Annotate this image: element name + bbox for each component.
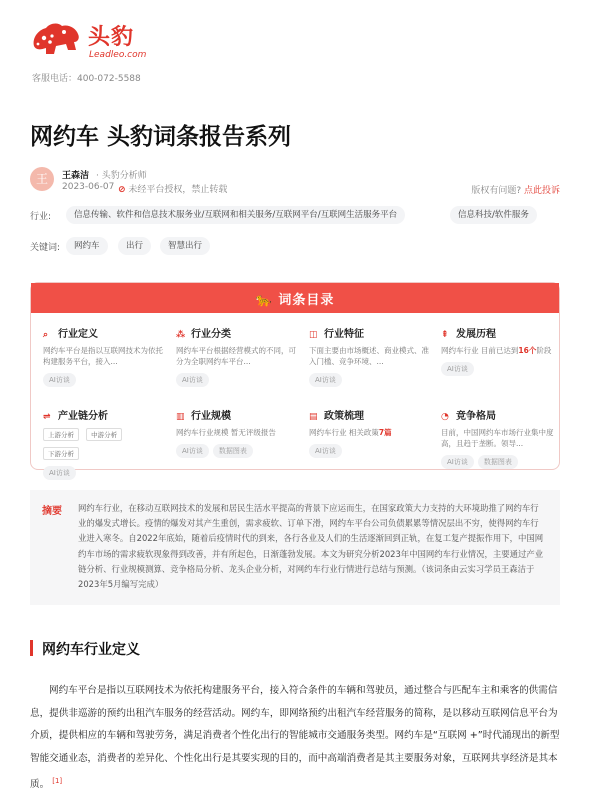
directory-item-competition[interactable]: ◔ 竞争格局 目前，中国网约车市场行业集中度高，且趋于垄断。领导... AI访谈 数据图表 bbox=[441, 407, 561, 469]
copyright-complaint bbox=[471, 183, 560, 196]
section-title: 网约车行业定义 bbox=[42, 642, 140, 658]
directory-title: 🐆 词条目录 bbox=[255, 293, 335, 308]
ai-interview-chip[interactable]: AI访谈 bbox=[309, 373, 342, 387]
data-chart-chip[interactable]: 数据图表 bbox=[478, 455, 518, 469]
author-role: · 头豹分析师 bbox=[96, 171, 147, 181]
ai-interview-chip[interactable]: AI访谈 bbox=[43, 466, 76, 480]
keyword-tag[interactable]: 出行 bbox=[118, 237, 151, 255]
ai-interview-chip[interactable]: AI访谈 bbox=[441, 455, 474, 469]
rights-notice bbox=[118, 182, 227, 195]
keywords-label: 关键词: bbox=[30, 243, 61, 253]
classification-icon: ⁂ bbox=[176, 330, 186, 340]
section-body: 网约车平台是指以互联网技术为依托构建服务平台，接入符合条件的车辆和驾驶员，通过整合与匹配车主和乘客的供需信息，提供非巡游的预约出租汽车服务的经营活动。网约车，即网络预约出租汽车经营服务的简称，是以移动互联网信息平台为介质，提供相应的车辆和驾驶劳务，满足消费者个性化出行的智能城市交通服务类型。网约车是“互联网 +”时代涌现出的新型智能交通业态，消费者的差异化、个性化出行是其要实现的目的，而中高端消费者是其主要服务对象，互联网共享经济是其本质。 [1] bbox=[30, 685, 560, 791]
ban-icon: ⊘ bbox=[118, 185, 126, 195]
directory-item-history[interactable]: ⇞ 发展历程 网约车行业 目前已达到16个阶段 AI访谈 bbox=[441, 325, 561, 376]
directory-item-desc: 下面主要由市场概述、商业模式、准入门槛、竞争环境、... bbox=[309, 346, 429, 366]
hotline-text: 客服电话：400-072-5588 bbox=[32, 74, 141, 84]
chain-icon: ⇌ bbox=[43, 412, 51, 422]
brand-name: 头豹 bbox=[88, 25, 135, 50]
ai-interview-chip[interactable]: AI访谈 bbox=[309, 444, 342, 458]
bar-chart-icon: ▥ bbox=[176, 412, 185, 422]
keyword-tag[interactable]: 智慧出行 bbox=[160, 237, 210, 255]
footnote-ref[interactable]: [1] bbox=[52, 777, 63, 785]
pie-chart-icon: ◔ bbox=[441, 412, 449, 422]
directory-item-desc: 网约车行业 目前已达到16个阶段 bbox=[441, 346, 552, 355]
directory-item-desc: 网约车平台是指以互联网技术为依托构建服务平台，接入... bbox=[43, 346, 163, 366]
page-title: 网约车 头豹词条报告系列 bbox=[30, 124, 292, 150]
features-icon: ◫ bbox=[309, 330, 318, 340]
author-avatar: 王 bbox=[30, 167, 54, 191]
leadleo-logo[interactable] bbox=[30, 18, 150, 66]
directory-item-policy[interactable]: ▤ 政策梳理 网约车行业 相关政策7篇 AI访谈 bbox=[309, 407, 429, 458]
data-chart-chip[interactable]: 数据图表 bbox=[213, 444, 253, 458]
directory-item-definition[interactable]: ⌕ 行业定义 网约车平台是指以互联网技术为依托构建服务平台，接入... AI访谈 bbox=[43, 325, 163, 387]
report-link[interactable]: 点此投诉 bbox=[523, 186, 560, 196]
history-icon: ⇞ bbox=[441, 330, 449, 340]
copyright-question: 版权有问题? bbox=[471, 186, 522, 196]
abstract-text: 网约车行业，在移动互联网技术的发展和居民生活水平提高的背景下应运而生，在国家政策大力支持的大环境助推了网约车行业的爆发式增长。疫情的爆发对其产生重创，需求疲软、订单下滑，网约车平台公司负债累累等情况层出不穷，使得网约车行业进入寒冬。自2022年底始，随着后疫情时代的到来，各行各业及人们的生活逐渐回到正轨，在复工复产提振作用下，中国网约车市场的需求疲软现象得到改善，并有所起色，日渐蓬勃发展。本文为研究分析2023年中国网约车行业情况，主要通过产业链分析、行业规模测算、竞争格局分析、龙头企业分析，对网约车行业行情进行总结与预测。（该词条由云实习学员王森洁于2023年5月编写完成） bbox=[78, 503, 544, 590]
directory-item-desc: 网约车行业规模 暂无评级报告 bbox=[176, 428, 276, 437]
rights-text: 未经平台授权，禁止转载 bbox=[128, 185, 228, 195]
section-accent-bar bbox=[30, 640, 33, 656]
industry-tag[interactable]: 信息科技/软件服务 bbox=[450, 206, 537, 224]
industry-tag[interactable]: 信息传输、软件和信息技术服务业/互联网和相关服务/互联网平台/互联网生活服务平台 bbox=[66, 206, 405, 224]
directory-item-features[interactable]: ◫ 行业特征 下面主要由市场概述、商业模式、准入门槛、竞争环境、... AI访谈 bbox=[309, 325, 429, 387]
ai-interview-chip[interactable]: AI访谈 bbox=[176, 444, 209, 458]
industry-label: 行业: bbox=[30, 212, 52, 222]
midstream-analysis[interactable]: 中游分析 bbox=[86, 428, 122, 441]
brand-url: Leadleo.com bbox=[89, 50, 147, 60]
directory-item-desc: 网约车平台根据经营模式的不同，可分为全职网约车平台... bbox=[176, 346, 296, 366]
directory-item-market-size[interactable]: ▥ 行业规模 网约车行业规模 暂无评级报告 AI访谈 数据图表 bbox=[176, 407, 296, 458]
directory-card bbox=[30, 282, 560, 477]
directory-header bbox=[31, 283, 559, 313]
directory-item-desc: 网约车行业 相关政策7篇 bbox=[309, 428, 392, 437]
leopard-logo-icon bbox=[30, 20, 82, 60]
directory-item-classification[interactable]: ⁂ 行业分类 网约车平台根据经营模式的不同，可分为全职网约车平台... AI访谈 bbox=[176, 325, 296, 387]
directory-item-desc: 目前，中国网约车市场行业集中度高，且趋于垄断。领导... bbox=[441, 428, 554, 448]
leopard-icon: 🐆 bbox=[255, 293, 273, 308]
ai-interview-chip[interactable]: AI访谈 bbox=[43, 373, 76, 387]
abstract-label: 摘要 bbox=[42, 506, 62, 517]
publish-date: 2023-06-07 bbox=[62, 182, 115, 192]
ai-interview-chip[interactable]: AI访谈 bbox=[441, 362, 474, 376]
keyword-tag[interactable]: 网约车 bbox=[66, 237, 108, 255]
downstream-analysis[interactable]: 下游分析 bbox=[43, 447, 79, 460]
directory-item-industry-chain[interactable]: ⇌ 产业链分析 上游分析 中游分析 下游分析 AI访谈 bbox=[43, 407, 163, 480]
definition-icon: ⌕ bbox=[43, 330, 49, 340]
upstream-analysis[interactable]: 上游分析 bbox=[43, 428, 79, 441]
author-name[interactable]: 王森洁 bbox=[62, 171, 90, 181]
ai-interview-chip[interactable]: AI访谈 bbox=[176, 373, 209, 387]
policy-icon: ▤ bbox=[309, 412, 318, 422]
abstract-box bbox=[30, 490, 560, 605]
